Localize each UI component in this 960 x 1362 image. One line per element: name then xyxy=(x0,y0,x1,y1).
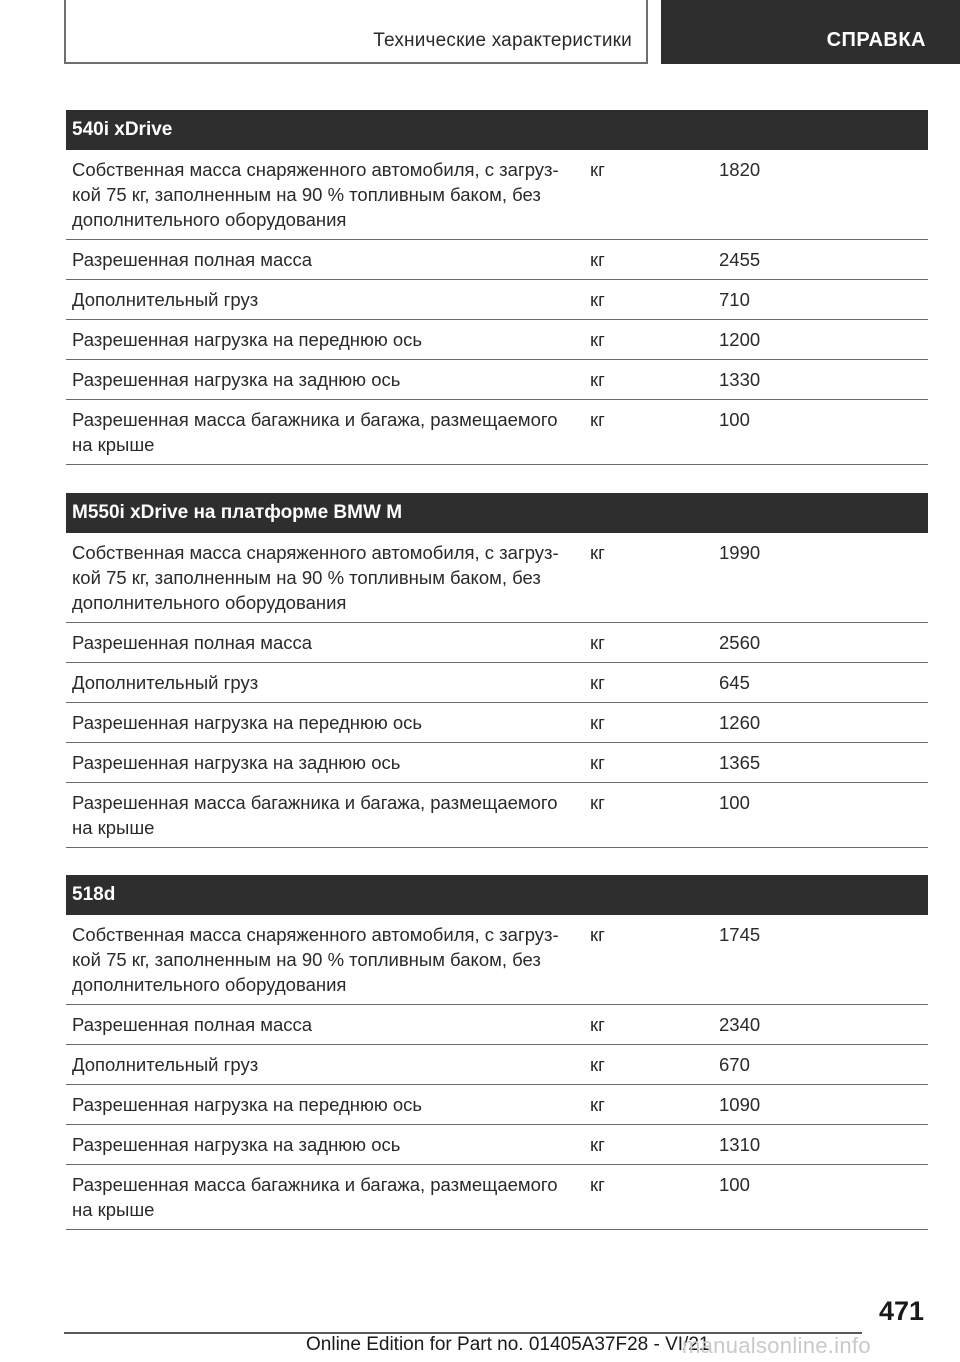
row-label: Разрешенная нагрузка на переднюю ось xyxy=(72,1094,423,1115)
row-unit: кг xyxy=(590,409,605,430)
row-value: 1090 xyxy=(719,1094,761,1115)
row-label: Разрешенная нагрузка на заднюю ось xyxy=(72,1134,401,1155)
row-label: Разрешенная нагрузка на переднюю ось xyxy=(72,712,423,733)
table-row xyxy=(66,400,928,465)
row-value: 100 xyxy=(719,792,750,813)
page-number: 471 xyxy=(878,1296,924,1326)
row-value: 1745 xyxy=(719,924,761,945)
row-unit: кг xyxy=(590,924,605,945)
row-value: 1310 xyxy=(719,1134,761,1155)
row-unit: кг xyxy=(590,542,605,563)
row-unit: кг xyxy=(590,1054,605,1075)
row-value: 1330 xyxy=(719,369,761,390)
table-row xyxy=(66,150,928,240)
row-unit: кг xyxy=(590,1134,605,1155)
row-unit: кг xyxy=(590,1014,605,1035)
table-row xyxy=(66,1005,928,1045)
row-unit: кг xyxy=(590,752,605,773)
header-chapter-label: СПРАВКА xyxy=(826,29,926,51)
row-unit: кг xyxy=(590,792,605,813)
table-row xyxy=(66,1045,928,1085)
spec-table-m550i xyxy=(66,493,928,848)
row-label: Дополнительный груз xyxy=(72,289,259,310)
table-title: 518d xyxy=(66,875,928,915)
row-unit: кг xyxy=(590,672,605,693)
footer-edition: Online Edition for Part no. 01405A37F28 - VI/21 xyxy=(306,1334,710,1355)
spec-table-518d xyxy=(66,875,928,1230)
table-row xyxy=(66,240,928,280)
table-row xyxy=(66,1165,928,1230)
row-value: 1990 xyxy=(719,542,761,563)
row-unit: кг xyxy=(590,329,605,350)
row-value: 1365 xyxy=(719,752,761,773)
table-row xyxy=(66,915,928,1005)
header-chapter-tab xyxy=(661,0,960,64)
row-label: Разрешенная полная масса xyxy=(72,1014,313,1035)
watermark: manualsonline.info xyxy=(682,1333,871,1358)
table-title: M550i xDrive на платформе BMW M xyxy=(66,493,928,533)
row-value: 2340 xyxy=(719,1014,761,1035)
row-value: 710 xyxy=(719,289,750,310)
table-row xyxy=(66,783,928,848)
table-row xyxy=(66,320,928,360)
row-value: 670 xyxy=(719,1054,750,1075)
row-label: Разрешенная полная масса xyxy=(72,632,313,653)
row-value: 2560 xyxy=(719,632,761,653)
header-section-title: Технические характеристики xyxy=(373,30,632,51)
row-value: 645 xyxy=(719,672,750,693)
row-label: Разрешенная масса багажника и багажа, размещаемого на крыше xyxy=(72,792,558,838)
row-value: 2455 xyxy=(719,249,761,270)
row-label: Дополнительный груз xyxy=(72,1054,259,1075)
row-unit: кг xyxy=(590,632,605,653)
row-label: Разрешенная нагрузка на заднюю ось xyxy=(72,369,401,390)
row-label: Дополнительный груз xyxy=(72,672,259,693)
row-unit: кг xyxy=(590,712,605,733)
table-row xyxy=(66,1085,928,1125)
table-row xyxy=(66,280,928,320)
row-value: 100 xyxy=(719,409,750,430)
table-row xyxy=(66,533,928,623)
row-label: Разрешенная нагрузка на заднюю ось xyxy=(72,752,401,773)
row-label: Разрешенная масса багажника и багажа, размещаемого на крыше xyxy=(72,409,558,455)
spec-table-540i xyxy=(66,110,928,465)
row-label: Собственная масса снаряженного автомобиля, с загруз-кой 75 кг, заполненным на 90 % топливным баком, без дополнительного оборудования xyxy=(72,159,559,230)
header-section-box xyxy=(64,0,648,64)
table-row xyxy=(66,1125,928,1165)
row-label: Разрешенная полная масса xyxy=(72,249,313,270)
row-unit: кг xyxy=(590,159,605,180)
row-unit: кг xyxy=(590,1174,605,1195)
row-label: Разрешенная нагрузка на переднюю ось xyxy=(72,329,423,350)
table-row xyxy=(66,623,928,663)
row-label: Разрешенная масса багажника и багажа, размещаемого на крыше xyxy=(72,1174,558,1220)
row-value: 1820 xyxy=(719,159,761,180)
row-value: 100 xyxy=(719,1174,750,1195)
row-value: 1260 xyxy=(719,712,761,733)
row-unit: кг xyxy=(590,369,605,390)
table-title: 540i xDrive xyxy=(66,110,928,150)
row-value: 1200 xyxy=(719,329,761,350)
row-unit: кг xyxy=(590,249,605,270)
table-row xyxy=(66,663,928,703)
row-unit: кг xyxy=(590,1094,605,1115)
table-row xyxy=(66,360,928,400)
table-row xyxy=(66,703,928,743)
row-unit: кг xyxy=(590,289,605,310)
row-label: Собственная масса снаряженного автомобиля, с загруз-кой 75 кг, заполненным на 90 % топливным баком, без дополнительного оборудования xyxy=(72,542,559,613)
table-row xyxy=(66,743,928,783)
row-label: Собственная масса снаряженного автомобиля, с загруз-кой 75 кг, заполненным на 90 % топливным баком, без дополнительного оборудования xyxy=(72,924,559,995)
